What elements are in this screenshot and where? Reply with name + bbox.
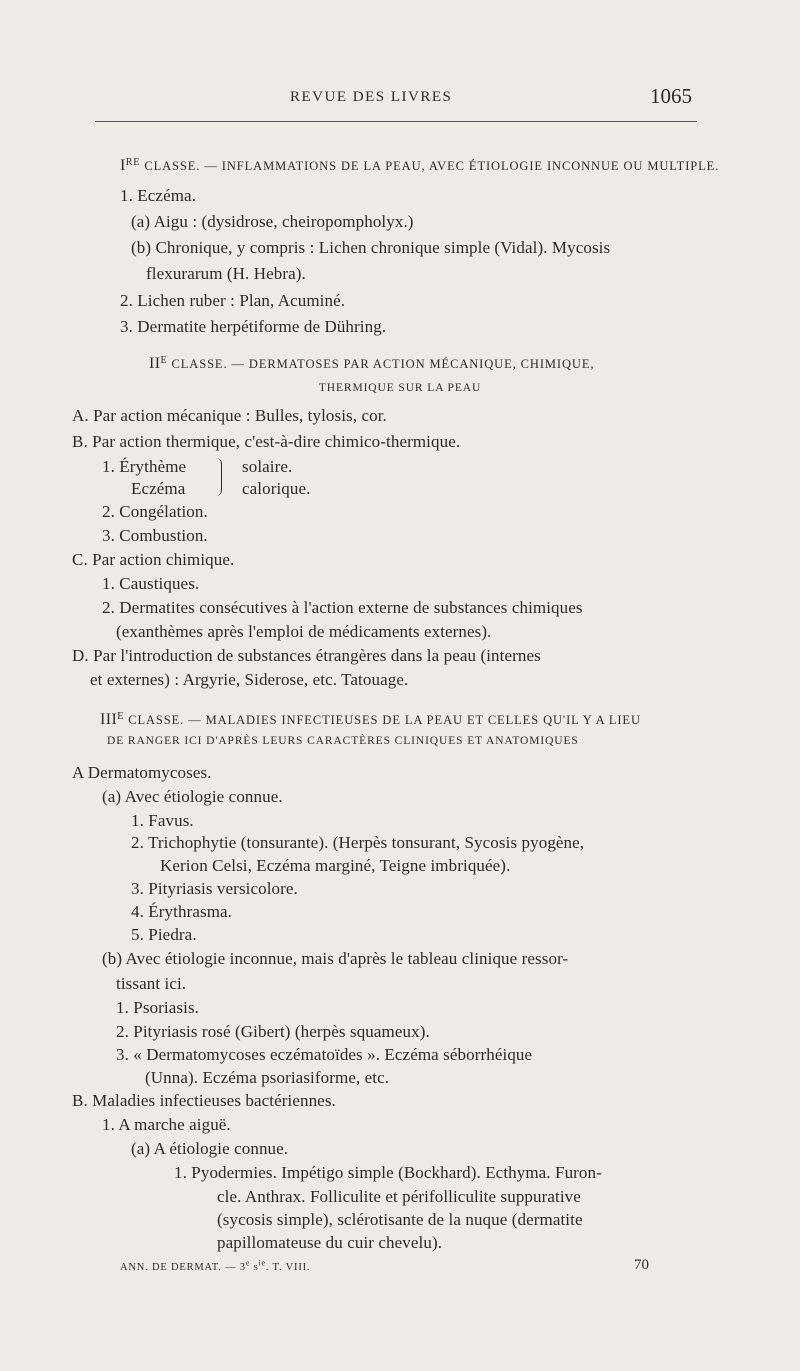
class-3-line: (Unna). Eczéma psoriasiforme, etc. <box>145 1068 390 1087</box>
class-2-line: D. Par l'introduction de substances étrangères dans la peau (internes <box>72 646 541 665</box>
class-2-line: calorique. <box>242 479 311 498</box>
class-2-suffix: E <box>160 354 168 366</box>
class-3-line: cle. Anthrax. Folliculite et périfolliculite suppurative <box>217 1187 581 1206</box>
class-1-suffix: RE <box>125 156 141 168</box>
class-3-line: (sycosis simple), sclérotisante de la nuque (dermatite <box>217 1210 583 1229</box>
running-title: REVUE DES LIVRES <box>290 89 453 105</box>
class-1-numeral: I <box>120 157 126 174</box>
class-3-line: 3. « Dermatomycoses eczématoïdes ». Eczéma séborrhéique <box>116 1045 533 1064</box>
class-3-line: (b) Avec étiologie inconnue, mais d'après le tableau clinique ressor- <box>102 949 569 968</box>
class-3-line: 1. Psoriasis. <box>116 998 200 1017</box>
page-number: 1065 <box>650 84 692 108</box>
class-3-numeral: III <box>100 711 118 728</box>
class-1-line: flexurarum (H. Hebra). <box>146 264 306 283</box>
class-2-line: 1. Caustiques. <box>102 574 200 593</box>
sheet-number: 70 <box>634 1257 649 1273</box>
class-3-title-line-2: DE RANGER ICI D'APRÈS LEURS CARACTÈRES CLINIQUES ET ANATOMIQUES <box>107 735 579 747</box>
class-2-line: solaire. <box>242 457 293 476</box>
class-3-line: papillomateuse du cuir chevelu). <box>217 1233 443 1252</box>
class-3-line: 1. A marche aiguë. <box>102 1115 231 1134</box>
class-3-suffix: E <box>117 710 125 722</box>
signature-part: s <box>250 1262 259 1273</box>
class-2-line: et externes) : Argyrie, Siderose, etc. Tatouage. <box>90 670 409 689</box>
class-1-line: (a) Aigu : (dysidrose, cheiropompholyx.) <box>131 212 414 231</box>
class-3-line: 2. Trichophytie (tonsurante). (Herpès tonsurant, Sycosis pyogène, <box>131 833 585 852</box>
class-3-line: 1. Favus. <box>131 811 194 830</box>
class-2-line: C. Par action chimique. <box>72 550 235 569</box>
class-2-line: 2. Dermatites consécutives à l'action externe de substances chimiques <box>102 598 583 617</box>
class-1-line: 2. Lichen ruber : Plan, Acuminé. <box>120 291 346 310</box>
signature-sup: e <box>245 1258 251 1268</box>
signature-mark <box>120 1258 311 1274</box>
class-2-heading <box>149 356 594 372</box>
class-2-line: Eczéma <box>131 479 186 498</box>
class-2-line: B. Par action thermique, c'est-à-dire chimico-thermique. <box>72 432 461 451</box>
class-1-heading <box>120 158 719 174</box>
class-1-line: 1. Eczéma. <box>120 186 197 205</box>
class-3-line: (a) A étiologie connue. <box>131 1139 289 1158</box>
class-3-line: B. Maladies infectieuses bactériennes. <box>72 1091 336 1110</box>
grouping-brace <box>215 458 222 496</box>
class-3-line: (a) Avec étiologie connue. <box>102 787 283 806</box>
class-1-line: (b) Chronique, y compris : Lichen chronique simple (Vidal). Mycosis <box>131 238 611 257</box>
signature-part: ANN. DE DERMAT. — 3 <box>120 1262 246 1273</box>
class-2-title-line-1: CLASSE. — DERMATOSES PAR ACTION MÉCANIQUE, CHIMIQUE, <box>171 357 595 371</box>
class-2-line: (exanthèmes après l'emploi de médicaments externes). <box>116 622 492 641</box>
signature-part: . T. VIII. <box>265 1262 311 1273</box>
class-3-line: 5. Piedra. <box>131 925 197 944</box>
class-3-line: 4. Érythrasma. <box>131 902 233 921</box>
class-3-heading <box>100 712 641 728</box>
class-3-line: A Dermatomycoses. <box>72 763 212 782</box>
class-2-line: 1. Érythème <box>102 457 187 476</box>
class-3-line: tissant ici. <box>116 974 187 993</box>
class-3-line: 1. Pyodermies. Impétigo simple (Bockhard). Ecthyma. Furon- <box>174 1163 602 1182</box>
class-3-title-line-1: CLASSE. — MALADIES INFECTIEUSES DE LA PEAU ET CELLES QU'IL Y A LIEU <box>128 713 641 727</box>
header-rule <box>95 121 697 122</box>
class-1-title: CLASSE. — INFLAMMATIONS DE LA PEAU, AVEC ÉTIOLOGIE INCONNUE OU MULTIPLE. <box>144 159 720 173</box>
class-2-line: 3. Combustion. <box>102 526 208 545</box>
class-3-line: 3. Pityriasis versicolore. <box>131 879 298 898</box>
class-2-title-line-2: THERMIQUE SUR LA PEAU <box>318 382 482 394</box>
class-3-line: 2. Pityriasis rosé (Gibert) (herpès squameux). <box>116 1022 430 1041</box>
signature-sup: ie <box>258 1258 266 1268</box>
class-1-line: 3. Dermatite herpétiforme de Dühring. <box>120 317 387 336</box>
class-2-line: 2. Congélation. <box>102 502 208 521</box>
class-2-numeral: II <box>149 355 161 372</box>
class-2-line: A. Par action mécanique : Bulles, tylosis, cor. <box>72 406 387 425</box>
class-3-line: Kerion Celsi, Eczéma marginé, Teigne imbriquée). <box>160 856 511 875</box>
